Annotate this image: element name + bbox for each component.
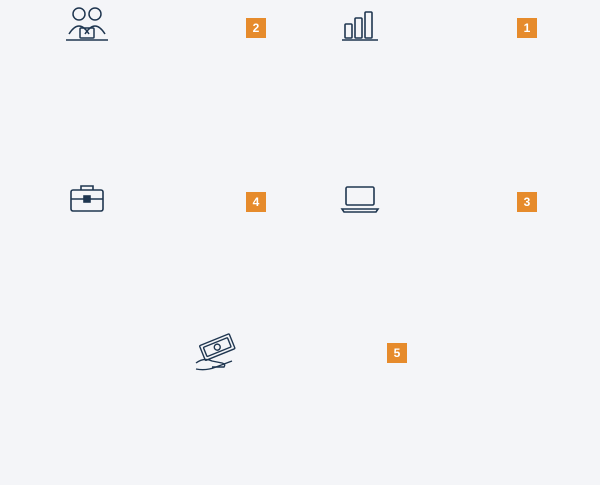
- bar-chart-icon: [340, 8, 382, 44]
- laptop-icon: [340, 184, 380, 214]
- number-badge: 3: [517, 192, 537, 212]
- briefcase-icon: [68, 182, 106, 214]
- number-badge: 4: [246, 192, 266, 212]
- number-badge: 2: [246, 18, 266, 38]
- number-badge: 5: [387, 343, 407, 363]
- cash-hand-icon: [192, 333, 244, 371]
- number-badge: 1: [517, 18, 537, 38]
- people-group-icon: [64, 4, 110, 44]
